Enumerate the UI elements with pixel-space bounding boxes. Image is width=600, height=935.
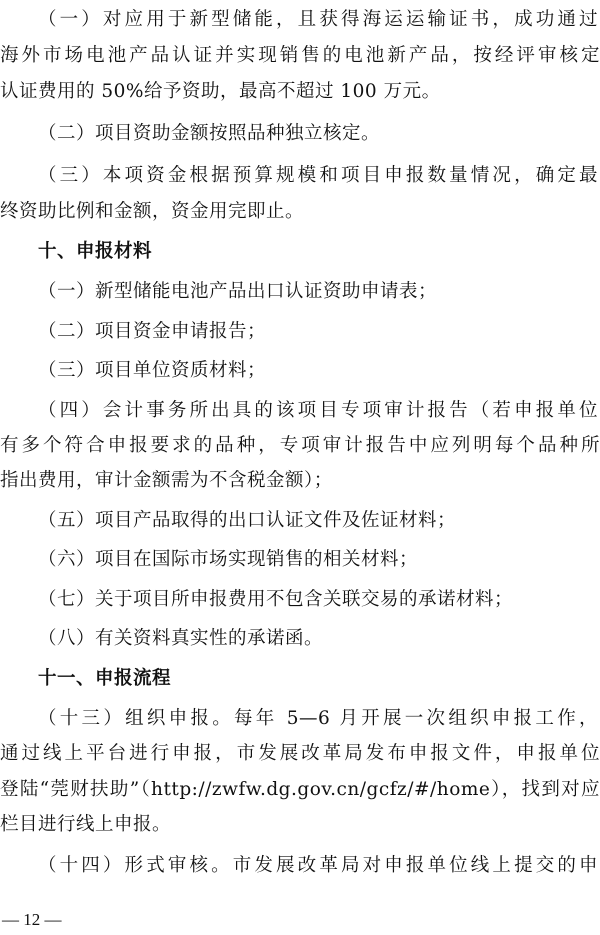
paragraph-line: 登陆“莞财扶助”（http://zwfw.dg.gov.cn/gcfz/#/home），找到对应 bbox=[0, 779, 600, 800]
paragraph-line: 有多个符合申报要求的品种，专项审计报告中应列明每个品种所 bbox=[0, 435, 600, 456]
paragraph-line: 海外市场电池产品认证并实现销售的电池新产品，按经评审核定 bbox=[0, 45, 600, 66]
paragraph-line: （十三）组织申报。每年 5—6 月开展一次组织申报工作， bbox=[38, 708, 598, 729]
list-item: （二）项目资金申请报告； bbox=[38, 321, 267, 342]
paragraph-line: （十四）形式审核。市发展改革局对申报单位线上提交的申 bbox=[38, 855, 598, 876]
paragraph-line: 终资助比例和金额，资金用完即止。 bbox=[0, 201, 305, 222]
list-item: （五）项目产品取得的出口认证文件及佐证材料； bbox=[38, 510, 457, 531]
paragraph-line: （一）对应用于新型储能，且获得海运运输证书，成功通过 bbox=[38, 9, 598, 30]
paragraph-line: （二）项目资助金额按照品种独立核定。 bbox=[38, 123, 381, 144]
page-number: — 12 — bbox=[2, 910, 62, 929]
paragraph-line: （三）本项资金根据预算规模和项目申报数量情况，确定最 bbox=[38, 165, 598, 186]
list-item: （六）项目在国际市场实现销售的相关材料； bbox=[38, 549, 419, 570]
list-item: （七）关于项目所申报费用不包含关联交易的承诺材料； bbox=[38, 589, 514, 610]
list-item: （三）项目单位资质材料； bbox=[38, 360, 267, 381]
list-item: （四）会计事务所出具的该项目专项审计报告（若申报单位 bbox=[38, 400, 598, 421]
paragraph-line: 栏目进行线上申报。 bbox=[0, 814, 172, 835]
list-item: （一）新型储能电池产品出口认证资助申请表； bbox=[38, 281, 438, 302]
list-item: （八）有关资料真实性的承诺函。 bbox=[38, 628, 324, 649]
section-heading: 十一、申报流程 bbox=[38, 668, 172, 689]
section-heading: 十、申报材料 bbox=[38, 241, 153, 262]
paragraph-line: 认证费用的 50%给予资助，最高不超过 100 万元。 bbox=[0, 81, 441, 102]
paragraph-line: 通过线上平台进行申报，市发展改革局发布申报文件，申报单位 bbox=[0, 743, 600, 764]
paragraph-line: 指出费用，审计金额需为不含税金额）； bbox=[0, 470, 333, 491]
